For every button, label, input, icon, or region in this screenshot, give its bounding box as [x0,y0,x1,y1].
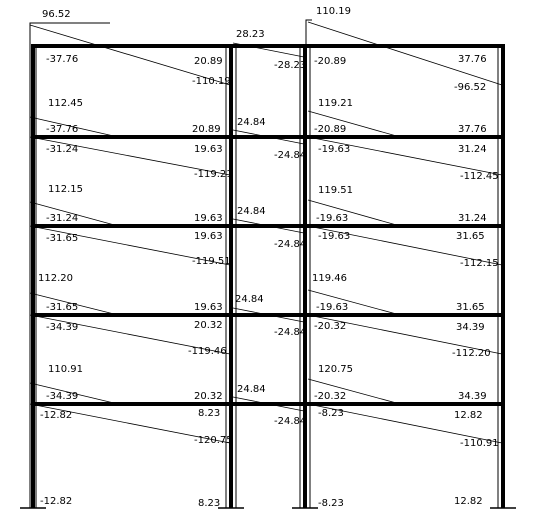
moment-label: 19.63 [194,302,223,313]
moment-label: -96.52 [454,82,487,93]
moment-label: 24.84 [237,117,266,128]
moment-label: -119.46 [188,346,227,357]
moment-label: -31.65 [46,302,79,313]
moment-label: -31.65 [46,233,79,244]
moment-label: 112.45 [48,98,83,109]
moment-label: 12.82 [454,410,483,421]
moment-label: -28.23 [274,60,307,71]
moment-label: -8.23 [318,408,344,419]
moment-label: -12.82 [40,410,73,421]
moment-label: -119.21 [194,169,233,180]
moment-label: -19.63 [318,231,351,242]
moment-label: 31.65 [456,231,485,242]
moment-label: -19.63 [316,213,349,224]
moment-label: -119.51 [192,256,231,267]
moment-label: 110.19 [316,6,351,17]
moment-label: 24.84 [235,294,264,305]
moment-label: 19.63 [194,213,223,224]
moment-label: -19.63 [318,144,351,155]
frame-members [20,46,516,508]
moment-label: -31.24 [46,144,79,155]
moment-label: -20.32 [314,391,347,402]
moment-labels [38,6,499,509]
moment-label: 19.63 [194,231,223,242]
moment-label: 119.46 [312,273,347,284]
moment-label: 119.51 [318,185,353,196]
moment-label: 20.32 [194,320,223,331]
moment-label: -110.91 [460,438,499,449]
moment-label: 24.84 [237,384,266,395]
moment-label: 31.24 [458,213,487,224]
moment-label: -20.89 [314,124,347,135]
moment-label: 37.76 [458,54,487,65]
moment-label: -12.82 [40,496,73,507]
moment-label: -20.32 [314,321,347,332]
moment-label: -110.19 [192,76,231,87]
moment-label: 8.23 [198,408,221,419]
moment-label: -24.84 [274,416,307,427]
moment-label: -19.63 [316,302,349,313]
moment-label: 8.23 [198,498,221,509]
moment-label: -34.39 [46,391,79,402]
moment-label: -120.75 [194,435,233,446]
moment-label: 112.15 [48,184,83,195]
moment-label: -112.45 [460,171,499,182]
moment-label: -37.76 [46,124,79,135]
moment-label: -112.15 [460,258,499,269]
moment-label: 112.20 [38,273,73,284]
moment-label: 12.82 [454,496,483,507]
moment-label: 37.76 [458,124,487,135]
moment-label: -112.20 [452,348,491,359]
moment-label: -20.89 [314,56,347,67]
moment-label: 31.24 [458,144,487,155]
moment-label: -24.84 [274,239,307,250]
moment-label: 120.75 [318,364,353,375]
moment-label: 20.89 [194,56,223,67]
moment-label: -24.84 [274,150,307,161]
moment-label: -8.23 [318,498,344,509]
moment-label: 24.84 [237,206,266,217]
moment-label: 34.39 [456,322,485,333]
moment-label: 110.91 [48,364,83,375]
moment-label: -24.84 [274,327,307,338]
moment-label: -37.76 [46,54,79,65]
moment-label: 34.39 [458,391,487,402]
moment-label: 19.63 [194,144,223,155]
moment-label: -34.39 [46,322,79,333]
moment-label: -31.24 [46,213,79,224]
moment-lines [30,20,502,508]
moment-label: 20.89 [192,124,221,135]
moment-label: 28.23 [236,29,265,40]
moment-label: 31.65 [456,302,485,313]
moment-label: 20.32 [194,391,223,402]
moment-label: 119.21 [318,98,353,109]
moment-label: 96.52 [42,9,71,20]
